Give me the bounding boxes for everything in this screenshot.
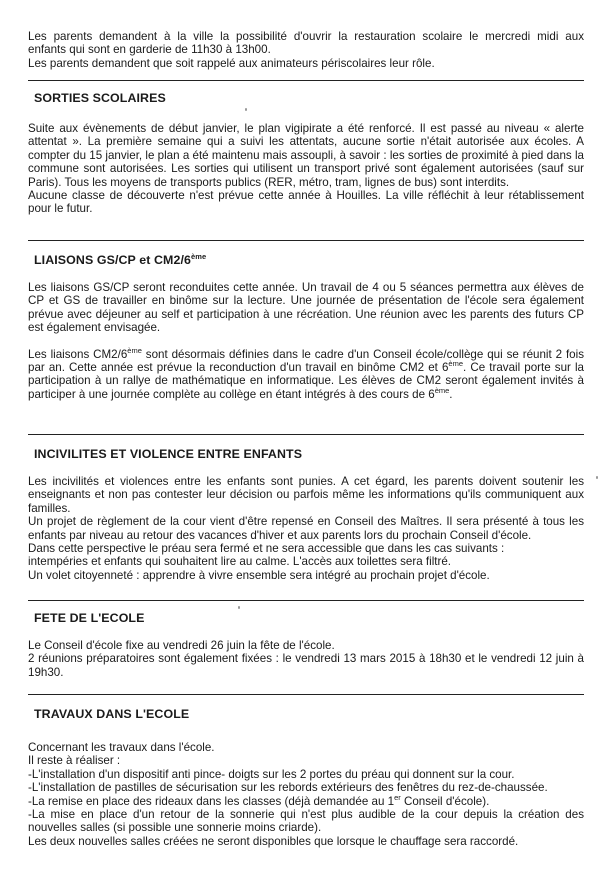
liaisons-section <box>28 281 584 401</box>
liaisons-p2-part-a: Les liaisons CM2/6 <box>28 347 128 361</box>
sorties-section <box>28 122 584 216</box>
liaisons-title-text: LIAISONS GS/CP et CM2/6 <box>34 253 191 267</box>
liaisons-p2-part-b: sont désormais définies dans le cadre d'un Conseil école/collège qui se réunit 2 fois par an. Cette année est prévue la reconduction d'un travail en binôme CM2 et 6 <box>28 347 584 375</box>
incivilites-paragraph-2: Un projet de règlement de la cour vient d'être repensé en Conseil des Maîtres. Il sera présenté à tous les enfants par niveau au retour des vacances d'hiver et aux parents lors du prochain Conseil d'école. <box>28 515 584 542</box>
liaisons-p2-part-c: . Ce travail porte sur la participation à un rallye de mathématique en informatique. Les élèves de CM2 seront également invités à participer à une journée complète au collège en étant intégrés à des cours de 6 <box>28 361 584 401</box>
scan-speck <box>245 108 247 111</box>
liaisons-p2-part-d: . <box>449 387 453 401</box>
fete-paragraph-2: 2 réunions préparatoires sont également fixées : le vendredi 13 mars 2015 à 18h30 et le vendredi 12 juin à 19h30. <box>28 652 584 679</box>
liaisons-p2-sup-2: ème <box>448 359 464 369</box>
sorties-paragraph-2: Aucune classe de découverte n'est prévue cette année à Houilles. La ville réfléchit à leur rétablissement pour le futur. <box>28 189 584 216</box>
intro-section <box>28 30 584 70</box>
incivilites-line-3: Dans cette perspective le préau sera fermé et ne sera accessible que dans les cas suivants : <box>28 542 505 556</box>
travaux-line-1: Concernant les travaux dans l'école. <box>28 741 215 754</box>
travaux-item-1: -L'installation d'un dispositif anti pince- doigts sur les 2 portes du préau qui donnent sur la cour. <box>28 767 515 781</box>
section-title-incivilites: INCIVILITES ET VIOLENCE ENTRE ENFANTS <box>34 447 303 461</box>
travaux-section <box>28 741 584 848</box>
incivilites-line-5: Un volet citoyenneté : apprendre à vivre ensemble sera intégré au prochain projet d'école. <box>28 568 490 582</box>
liaisons-paragraph-2 <box>28 345 584 402</box>
divider <box>28 600 584 601</box>
divider <box>28 80 584 81</box>
travaux-item-3-part-a: -La remise en place des rideaux dans les classes (déjà demandée au 1 <box>28 794 395 808</box>
fete-section <box>28 639 584 679</box>
divider <box>28 240 584 241</box>
liaisons-p2-sup-1: ème <box>127 345 142 355</box>
travaux-item-3-sup: er <box>394 792 401 802</box>
intro-line-3: Les parents demandent que soit rappelé aux animateurs périscolaires leur rôle. <box>28 56 435 70</box>
section-title-sorties: SORTIES SCOLAIRES <box>34 91 166 105</box>
intro-line-2: enfants qui sont en garderie de 11h30 à 13h00. <box>28 43 271 57</box>
incivilites-line-4: intempéries et enfants qui souhaitent lire au calme. L'accès aux toilettes sera filtré. <box>28 555 452 569</box>
fete-line-1: Le Conseil d'école fixe au vendredi 26 juin la fête de l'école. <box>28 639 335 652</box>
liaisons-p2-sup-3: ème <box>434 385 450 395</box>
scan-speck <box>596 476 598 479</box>
scan-speck <box>238 606 240 609</box>
travaux-line-2: Il reste à réaliser : <box>28 754 121 768</box>
travaux-item-4: -La mise en place d'un retour de la sonnerie qui n'est plus audible de la cour depuis la création des nouvelles salles (si possible une sonnerie moins criarde). <box>28 808 584 835</box>
sorties-paragraph: Suite aux évènements de début janvier, le plan vigipirate a été renforcé. Il est passé au niveau « alerte attentat ». La première semaine qui a suivi les attentats, aucune sortie n'était autorisée aux écoles. A compter du 15 janvier, le plan a été maintenu mais assoupli, à savoir : les sorties de proximité à pied dans la commune sont autorisées. Les sorties qui utilisent un transport privé sont également autorisées (sauf sur Paris). Tous les moyens de transports publics (RER, métro, tram, lignes de bus) sont interdits. <box>28 122 584 189</box>
intro-line-1: Les parents demandent à la ville la possibilité d'ouvrir la restauration scolaire le mercredi midi aux <box>28 30 584 43</box>
section-title-travaux: TRAVAUX DANS L'ECOLE <box>34 707 190 721</box>
liaisons-title-sup: ème <box>191 252 207 261</box>
travaux-item-3-part-b: Conseil d'école). <box>400 794 490 808</box>
incivilites-paragraph-1: Les incivilités et violences entre les enfants sont punies. A cet égard, les parents doivent soutenir les enseignants et non pas contester leur décision ou parfois même les informations qu'ils communiquent aux familles. <box>28 475 584 515</box>
section-title-liaisons <box>34 254 206 267</box>
divider <box>28 694 584 695</box>
travaux-item-5: Les deux nouvelles salles créées ne seront disponibles que lorsque le chauffage sera raccordé. <box>28 834 519 848</box>
divider <box>28 434 584 435</box>
incivilites-section <box>28 475 584 582</box>
travaux-item-3 <box>28 792 584 808</box>
travaux-item-2: -L'installation de pastilles de sécurisation sur les rebords extérieurs des fenêtres du rez-de-chaussée. <box>28 781 548 795</box>
liaisons-paragraph-1: Les liaisons GS/CP seront reconduites cette année. Un travail de 4 ou 5 séances permettra aux élèves de CP et GS de travailler en binôme sur la lecture. Une journée de présentation de l'école sera également prévue avec déjeuner au self et participation à une récréation. Une réunion avec les parents des futurs CP est également envisagée. <box>28 281 584 335</box>
section-title-fete: FETE DE L'ECOLE <box>34 611 145 625</box>
